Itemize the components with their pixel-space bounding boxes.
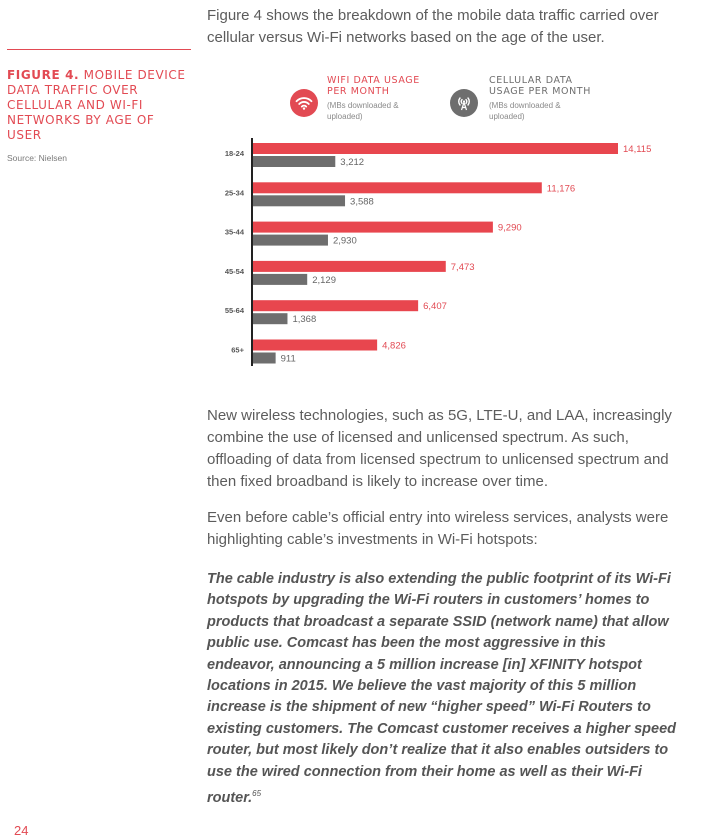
cell-tower-icon <box>450 89 478 117</box>
wifi-value-45-54: 7,473 <box>450 261 475 273</box>
cellular-bar-35-44 <box>252 235 328 246</box>
figure-caption <box>7 68 187 143</box>
wifi-bar-55-64 <box>252 300 418 311</box>
intro-paragraph: Figure 4 shows the breakdown of the mobile data traffic carried over cellular versus Wi-Fi networks based on the age of the user. <box>207 7 659 46</box>
cellular-bar-25-34 <box>252 195 345 206</box>
cellular-bar-65+ <box>252 353 276 364</box>
wifi-value-25-34: 11,176 <box>546 183 576 195</box>
wifi-value-35-44: 9,290 <box>497 222 522 234</box>
cellular-bar-18-24 <box>252 156 335 167</box>
wifi-icon <box>290 89 318 117</box>
legend-wifi-subtitle: (MBs downloaded & uploaded) <box>327 101 399 121</box>
cellular-value-55-64: 1,368 <box>292 314 317 326</box>
caption-divider <box>7 49 191 50</box>
wifi-bar-25-34 <box>252 182 542 193</box>
legend-cellular-subtitle: (MBs downloaded & uploaded) <box>489 101 561 121</box>
wifi-value-55-64: 6,407 <box>423 301 447 313</box>
cellular-value-45-54: 2,129 <box>312 274 336 286</box>
wifi-bar-65+ <box>252 340 377 351</box>
figure-title: MOBILE DEVICE DATA TRAFFIC OVER CELLULAR AND WI-FI NETWORKS BY AGE OF USER <box>7 68 186 142</box>
legend-cellular-title: CELLULAR DATA USAGE PER MONTH <box>489 75 591 97</box>
category-label-65+: 65+ <box>231 345 244 355</box>
category-label-25-34: 25-34 <box>224 188 244 198</box>
cellular-bar-45-54 <box>252 274 307 285</box>
wifi-value-65+: 4,826 <box>382 340 406 352</box>
legend-wifi-title: WIFI DATA USAGE PER MONTH <box>327 75 420 97</box>
category-label-45-54: 45-54 <box>224 266 244 276</box>
footnote-ref: 65 <box>252 789 262 799</box>
wifi-bar-18-24 <box>252 143 618 154</box>
cellular-bar-55-64 <box>252 313 287 324</box>
category-label-55-64: 55-64 <box>224 306 244 316</box>
quote-text: The cable industry is also extending the public footprint of its Wi-Fi hotspots by upgrading the Wi-Fi routers in customers’ homes to products that broadcast a separate SSID (network name) that allow public use. Comcast has been the most aggressive in this endeavor, announcing a 5 million increase [in] XFINITY hotspot locations in 2015. We believe the vast majority of this 5 million increase is the shipment of new “higher speed” Wi-Fi Routers to existing customers. The Comcast customer receives a higher speed router, but most likely don’t realize that it also enables outsiders to use the wired connection from their home as well as their Wi-Fi router. <box>207 571 677 806</box>
analyst-quote <box>207 569 677 809</box>
cellular-value-18-24: 3,212 <box>340 157 365 168</box>
wifi-bar-45-54 <box>252 261 446 272</box>
category-label-18-24: 18-24 <box>224 149 244 158</box>
cellular-value-35-44: 2,930 <box>332 235 357 247</box>
figure-label: FIGURE 4. <box>7 68 80 82</box>
category-label-35-44: 35-44 <box>224 227 244 237</box>
cellular-value-25-34: 3,588 <box>350 196 374 208</box>
body-paragraph-1: New wireless technologies, such as 5G, LTE-U, and LAA, increasingly combine the use of licensed and unlicensed spectrum. As such, offloading of data from licensed spectrum to unlicensed spectrum and then fixed broadband is likely to increase over time. <box>207 407 672 490</box>
cellular-value-65+: 911 <box>280 353 296 365</box>
page-number: 24 <box>14 823 29 838</box>
wifi-value-18-24: 14,115 <box>623 144 652 155</box>
body-paragraph-2: Even before cable’s official entry into wireless services, analysts were highlighting cable’s investments in Wi-Fi hotspots: <box>207 509 669 548</box>
wifi-bar-35-44 <box>252 222 493 233</box>
figure-source: Source: Nielsen <box>7 153 68 163</box>
data-usage-bar-chart <box>200 138 680 366</box>
